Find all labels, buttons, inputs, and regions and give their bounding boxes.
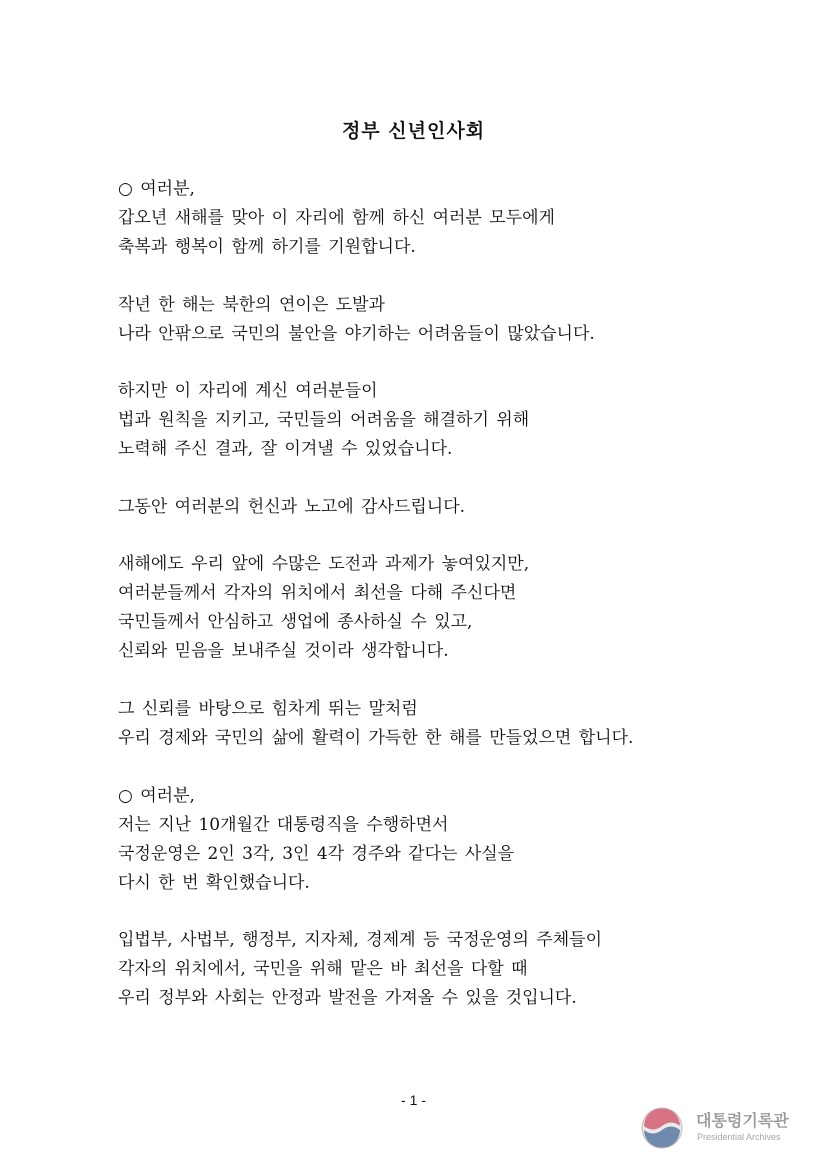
paragraph-line: 입법부, 사법부, 행정부, 지자체, 경제계 등 국정운영의 주체들이 [118,930,602,950]
archive-subtitle: Presidential Archives [697,1132,781,1142]
paragraph-line: 그 신뢰를 바탕으로 힘차게 뛰는 말처럼 [118,699,418,719]
paragraph-line: 저는 지난 10개월간 대통령직을 수행하면서 [118,815,449,835]
paragraph-line: 법과 원칙을 지키고, 국민들의 어려움을 해결하기 위해 [118,410,530,430]
paragraph-line: 각자의 위치에서, 국민을 위해 맡은 바 최선을 다할 때 [118,959,528,979]
paragraph-line: ○ 여러분, [118,179,195,199]
paragraph-line: 나라 안팎으로 국민의 불안을 야기하는 어려움들이 많았습니다. [118,324,595,344]
paragraph-line: 갑오년 새해를 맞아 이 자리에 함께 하신 여러분 모두에게 [118,208,555,228]
paragraph-line: 하지만 이 자리에 계신 여러분들이 [118,381,378,401]
paragraph-line: 신뢰와 믿음을 보내주실 것이라 생각합니다. [118,641,449,661]
page-number: - 1 - [401,1092,426,1108]
paragraph-line: 축복과 행복이 함께 하기를 기원합니다. [118,237,416,257]
paragraph-line: 작년 한 해는 북한의 연이은 도발과 [118,295,385,315]
paragraph-line: 노력해 주신 결과, 잘 이겨낼 수 있었습니다. [118,439,453,459]
paragraph-line: 국민들께서 안심하고 생업에 종사하실 수 있고, [118,612,473,632]
paragraph-line: 우리 경제와 국민의 삶에 활력이 가득한 한 해를 만들었으면 합니다. [118,728,634,748]
archive-title: 대통령기록관 [696,1111,789,1130]
archive-watermark [640,1106,820,1150]
paragraph-line: 새해에도 우리 앞에 수많은 도전과 과제가 놓여있지만, [118,554,530,574]
paragraph-line: ○ 여러분, [118,786,195,806]
archive-logo-icon [640,1106,684,1150]
paragraph-line: 여러분들께서 각자의 위치에서 최선을 다해 주신다면 [118,583,517,603]
paragraph-line: 우리 정부와 사회는 안정과 발전을 가져올 수 있을 것입니다. [118,988,577,1008]
paragraph-line: 다시 한 번 확인했습니다. [118,873,310,893]
page-title: 정부 신년인사회 [341,120,486,142]
paragraph-line: 그동안 여러분의 헌신과 노고에 감사드립니다. [118,497,466,517]
paragraph-line: 국정운영은 2인 3각, 3인 4각 경주와 같다는 사실을 [118,844,515,864]
